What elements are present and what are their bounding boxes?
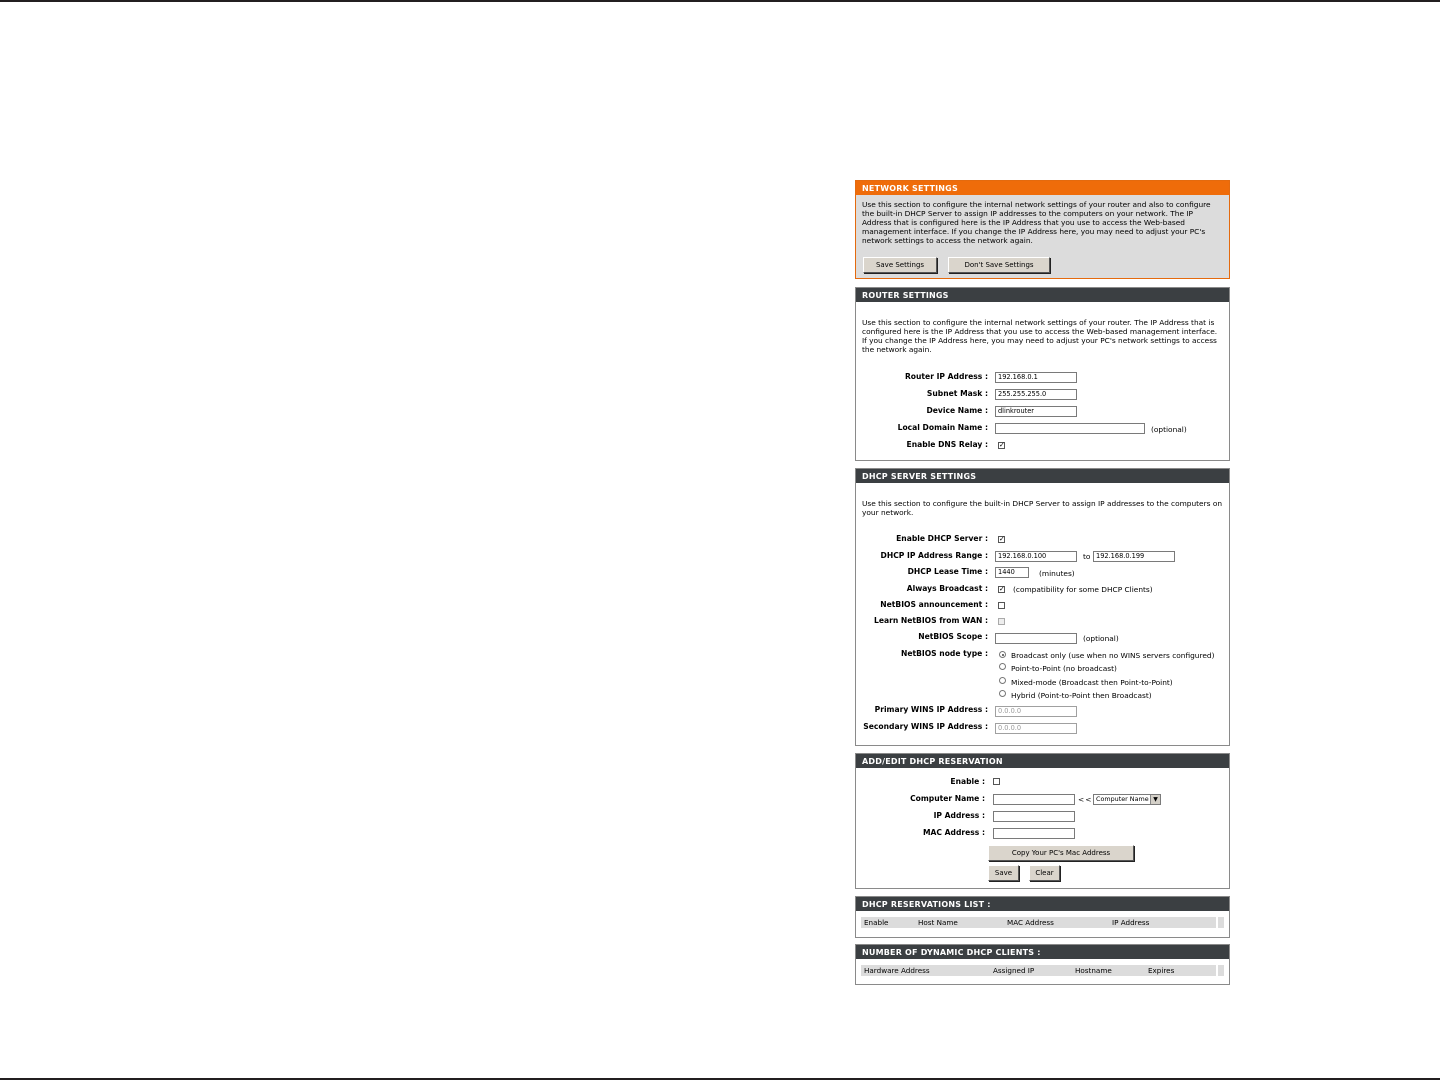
- col-mac-address: MAC Address: [1007, 918, 1054, 927]
- reservation-clear-button[interactable]: Clear: [1029, 865, 1060, 881]
- router-ip-input[interactable]: 192.168.0.1: [995, 372, 1077, 383]
- col-ip-address: IP Address: [1112, 918, 1150, 927]
- dhcp-server-panel: [855, 468, 1230, 746]
- col-host-name: Host Name: [918, 918, 958, 927]
- subnet-mask-input[interactable]: 255.255.255.0: [995, 389, 1077, 400]
- netbios-scope-row: [856, 631, 1229, 643]
- reservation-ip-input[interactable]: [993, 811, 1075, 822]
- chevron-down-icon: ▼: [1150, 795, 1160, 804]
- netbios-announcement-label: NetBIOS announcement :: [880, 600, 988, 609]
- dhcp-range-label: DHCP IP Address Range :: [880, 551, 988, 560]
- local-domain-label: Local Domain Name :: [897, 423, 988, 432]
- dynamic-clients-scroll-stub: [1217, 965, 1224, 976]
- col-hostname: Hostname: [1075, 966, 1112, 975]
- dhcp-reservation-title: ADD/EDIT DHCP RESERVATION: [856, 754, 1229, 768]
- reservations-list-panel: [855, 896, 1230, 938]
- computer-name-input[interactable]: [993, 794, 1075, 805]
- reservation-enable-checkbox[interactable]: [993, 778, 1000, 785]
- reservation-save-button[interactable]: Save: [988, 865, 1019, 881]
- secondary-wins-input[interactable]: 0.0.0.0: [995, 723, 1077, 734]
- lease-time-unit: (minutes): [1039, 569, 1075, 578]
- dhcp-server-title: DHCP SERVER SETTINGS: [856, 469, 1229, 483]
- device-name-row: [856, 405, 1229, 417]
- always-broadcast-label: Always Broadcast :: [906, 584, 988, 593]
- enable-dhcp-checkbox[interactable]: ✓: [999, 535, 1005, 543]
- node-p2p-radio[interactable]: [999, 663, 1006, 670]
- netbios-node-row: [856, 648, 1229, 660]
- dhcp-range-row: [856, 550, 1229, 562]
- enable-dhcp-label: Enable DHCP Server :: [896, 534, 988, 543]
- reservations-list-title: DHCP RESERVATIONS LIST :: [856, 897, 1229, 911]
- dhcp-reservation-panel: [855, 753, 1230, 889]
- top-rule: [0, 0, 1440, 2]
- col-expires: Expires: [1148, 966, 1175, 975]
- dhcp-range-start-input[interactable]: 192.168.0.100: [995, 551, 1077, 562]
- lease-time-row: [856, 566, 1229, 578]
- reservation-ip-label: IP Address :: [933, 811, 985, 820]
- device-name-input[interactable]: dlinkrouter: [995, 406, 1077, 417]
- lease-time-input[interactable]: 1440: [995, 567, 1029, 578]
- netbios-wan-label: Learn NetBIOS from WAN :: [874, 616, 988, 625]
- netbios-scope-input[interactable]: [995, 633, 1077, 644]
- dont-save-settings-button[interactable]: Don't Save Settings: [948, 257, 1050, 273]
- node-p2p-label: Point-to-Point (no broadcast): [1011, 664, 1117, 673]
- node-mixed-radio[interactable]: [999, 677, 1006, 684]
- node-hybrid-row: [856, 690, 1229, 702]
- dhcp-range-to-label: to: [1083, 552, 1091, 561]
- netbios-announcement-checkbox[interactable]: [998, 602, 1005, 609]
- computer-name-select-value: Computer Name: [1096, 795, 1149, 803]
- local-domain-row: [856, 422, 1229, 434]
- primary-wins-row: [856, 704, 1229, 716]
- node-p2p-row: [856, 662, 1229, 674]
- router-settings-title: ROUTER SETTINGS: [856, 288, 1229, 302]
- computer-name-select[interactable]: [1093, 794, 1161, 805]
- computer-name-row: [856, 793, 1229, 805]
- col-hardware-address: Hardware Address: [864, 966, 930, 975]
- router-ip-row: [856, 371, 1229, 383]
- netbios-scope-label: NetBIOS Scope :: [918, 632, 988, 641]
- secondary-wins-row: [856, 721, 1229, 733]
- always-broadcast-checkbox[interactable]: ✓: [999, 585, 1005, 593]
- enable-dhcp-row: [856, 533, 1229, 545]
- reservation-enable-row: [856, 776, 1229, 788]
- network-settings-panel: [855, 180, 1230, 279]
- computer-name-label: Computer Name :: [910, 794, 985, 803]
- node-mixed-label: Mixed-mode (Broadcast then Point-to-Point): [1011, 678, 1173, 687]
- computer-name-arrows: <<: [1078, 795, 1093, 804]
- copy-mac-button[interactable]: Copy Your PC's Mac Address: [988, 845, 1134, 861]
- bottom-rule: [0, 1078, 1440, 1080]
- router-settings-panel: [855, 287, 1230, 461]
- primary-wins-label: Primary WINS IP Address :: [874, 705, 988, 714]
- dynamic-clients-panel: [855, 944, 1230, 985]
- reservation-mac-row: [856, 827, 1229, 839]
- node-hybrid-label: Hybrid (Point-to-Point then Broadcast): [1011, 691, 1152, 700]
- dynamic-clients-header: [861, 965, 1216, 976]
- device-name-label: Device Name :: [926, 406, 988, 415]
- router-ip-label: Router IP Address :: [904, 372, 988, 381]
- netbios-node-label: NetBIOS node type :: [900, 649, 988, 658]
- subnet-mask-label: Subnet Mask :: [926, 389, 988, 398]
- netbios-wan-checkbox[interactable]: [998, 618, 1005, 625]
- reservation-ip-row: [856, 810, 1229, 822]
- dynamic-clients-title: NUMBER OF DYNAMIC DHCP CLIENTS :: [856, 945, 1229, 959]
- network-settings-description: Use this section to configure the internal network settings of your router and also to configure the built-in DHCP Server to assign IP addresses to the computers on your network. The IP Address that is configured here is the IP Address that you use to access the Web-based management interface. If you change the IP Address here, you may need to adjust your PC's network settings to access the network again.: [862, 200, 1211, 245]
- node-broadcast-radio[interactable]: [999, 651, 1006, 658]
- always-broadcast-row: [856, 583, 1229, 595]
- dns-relay-label: Enable DNS Relay :: [906, 440, 988, 449]
- reservations-list-scroll-stub: [1217, 917, 1224, 928]
- netbios-announcement-row: [856, 599, 1229, 611]
- col-assigned-ip: Assigned IP: [993, 966, 1035, 975]
- col-enable: Enable: [864, 918, 889, 927]
- always-broadcast-note: (compatibility for some DHCP Clients): [1013, 585, 1153, 594]
- reservation-enable-label: Enable :: [950, 777, 985, 786]
- reservation-mac-input[interactable]: [993, 828, 1075, 839]
- lease-time-label: DHCP Lease Time :: [907, 567, 988, 576]
- reservation-mac-label: MAC Address :: [922, 828, 985, 837]
- dns-relay-row: [856, 439, 1229, 451]
- network-settings-title: NETWORK SETTINGS: [856, 181, 1229, 195]
- local-domain-optional-note: (optional): [1151, 425, 1187, 434]
- save-settings-button[interactable]: Save Settings: [863, 257, 937, 273]
- dns-relay-checkbox[interactable]: ✓: [999, 441, 1005, 449]
- dhcp-server-description: Use this section to configure the built-in DHCP Server to assign IP addresses to the computers on your network.: [862, 499, 1223, 517]
- subnet-mask-row: [856, 388, 1229, 400]
- netbios-scope-optional-note: (optional): [1083, 634, 1119, 643]
- node-hybrid-radio[interactable]: [999, 690, 1006, 697]
- primary-wins-input[interactable]: 0.0.0.0: [995, 706, 1077, 717]
- local-domain-input[interactable]: [995, 423, 1145, 434]
- router-settings-description: Use this section to configure the internal network settings of your router. The IP Address that is configured here is the IP Address that you use to access the Web-based management interface. If you change the IP Address here, you may need to adjust your PC's network settings to access the network again.: [862, 318, 1218, 354]
- reservations-list-header: [861, 917, 1216, 928]
- secondary-wins-label: Secondary WINS IP Address :: [863, 722, 988, 731]
- node-mixed-row: [856, 676, 1229, 688]
- node-broadcast-label: Broadcast only (use when no WINS servers configured): [1011, 651, 1215, 660]
- netbios-wan-row: [856, 615, 1229, 627]
- dhcp-range-end-input[interactable]: 192.168.0.199: [1093, 551, 1175, 562]
